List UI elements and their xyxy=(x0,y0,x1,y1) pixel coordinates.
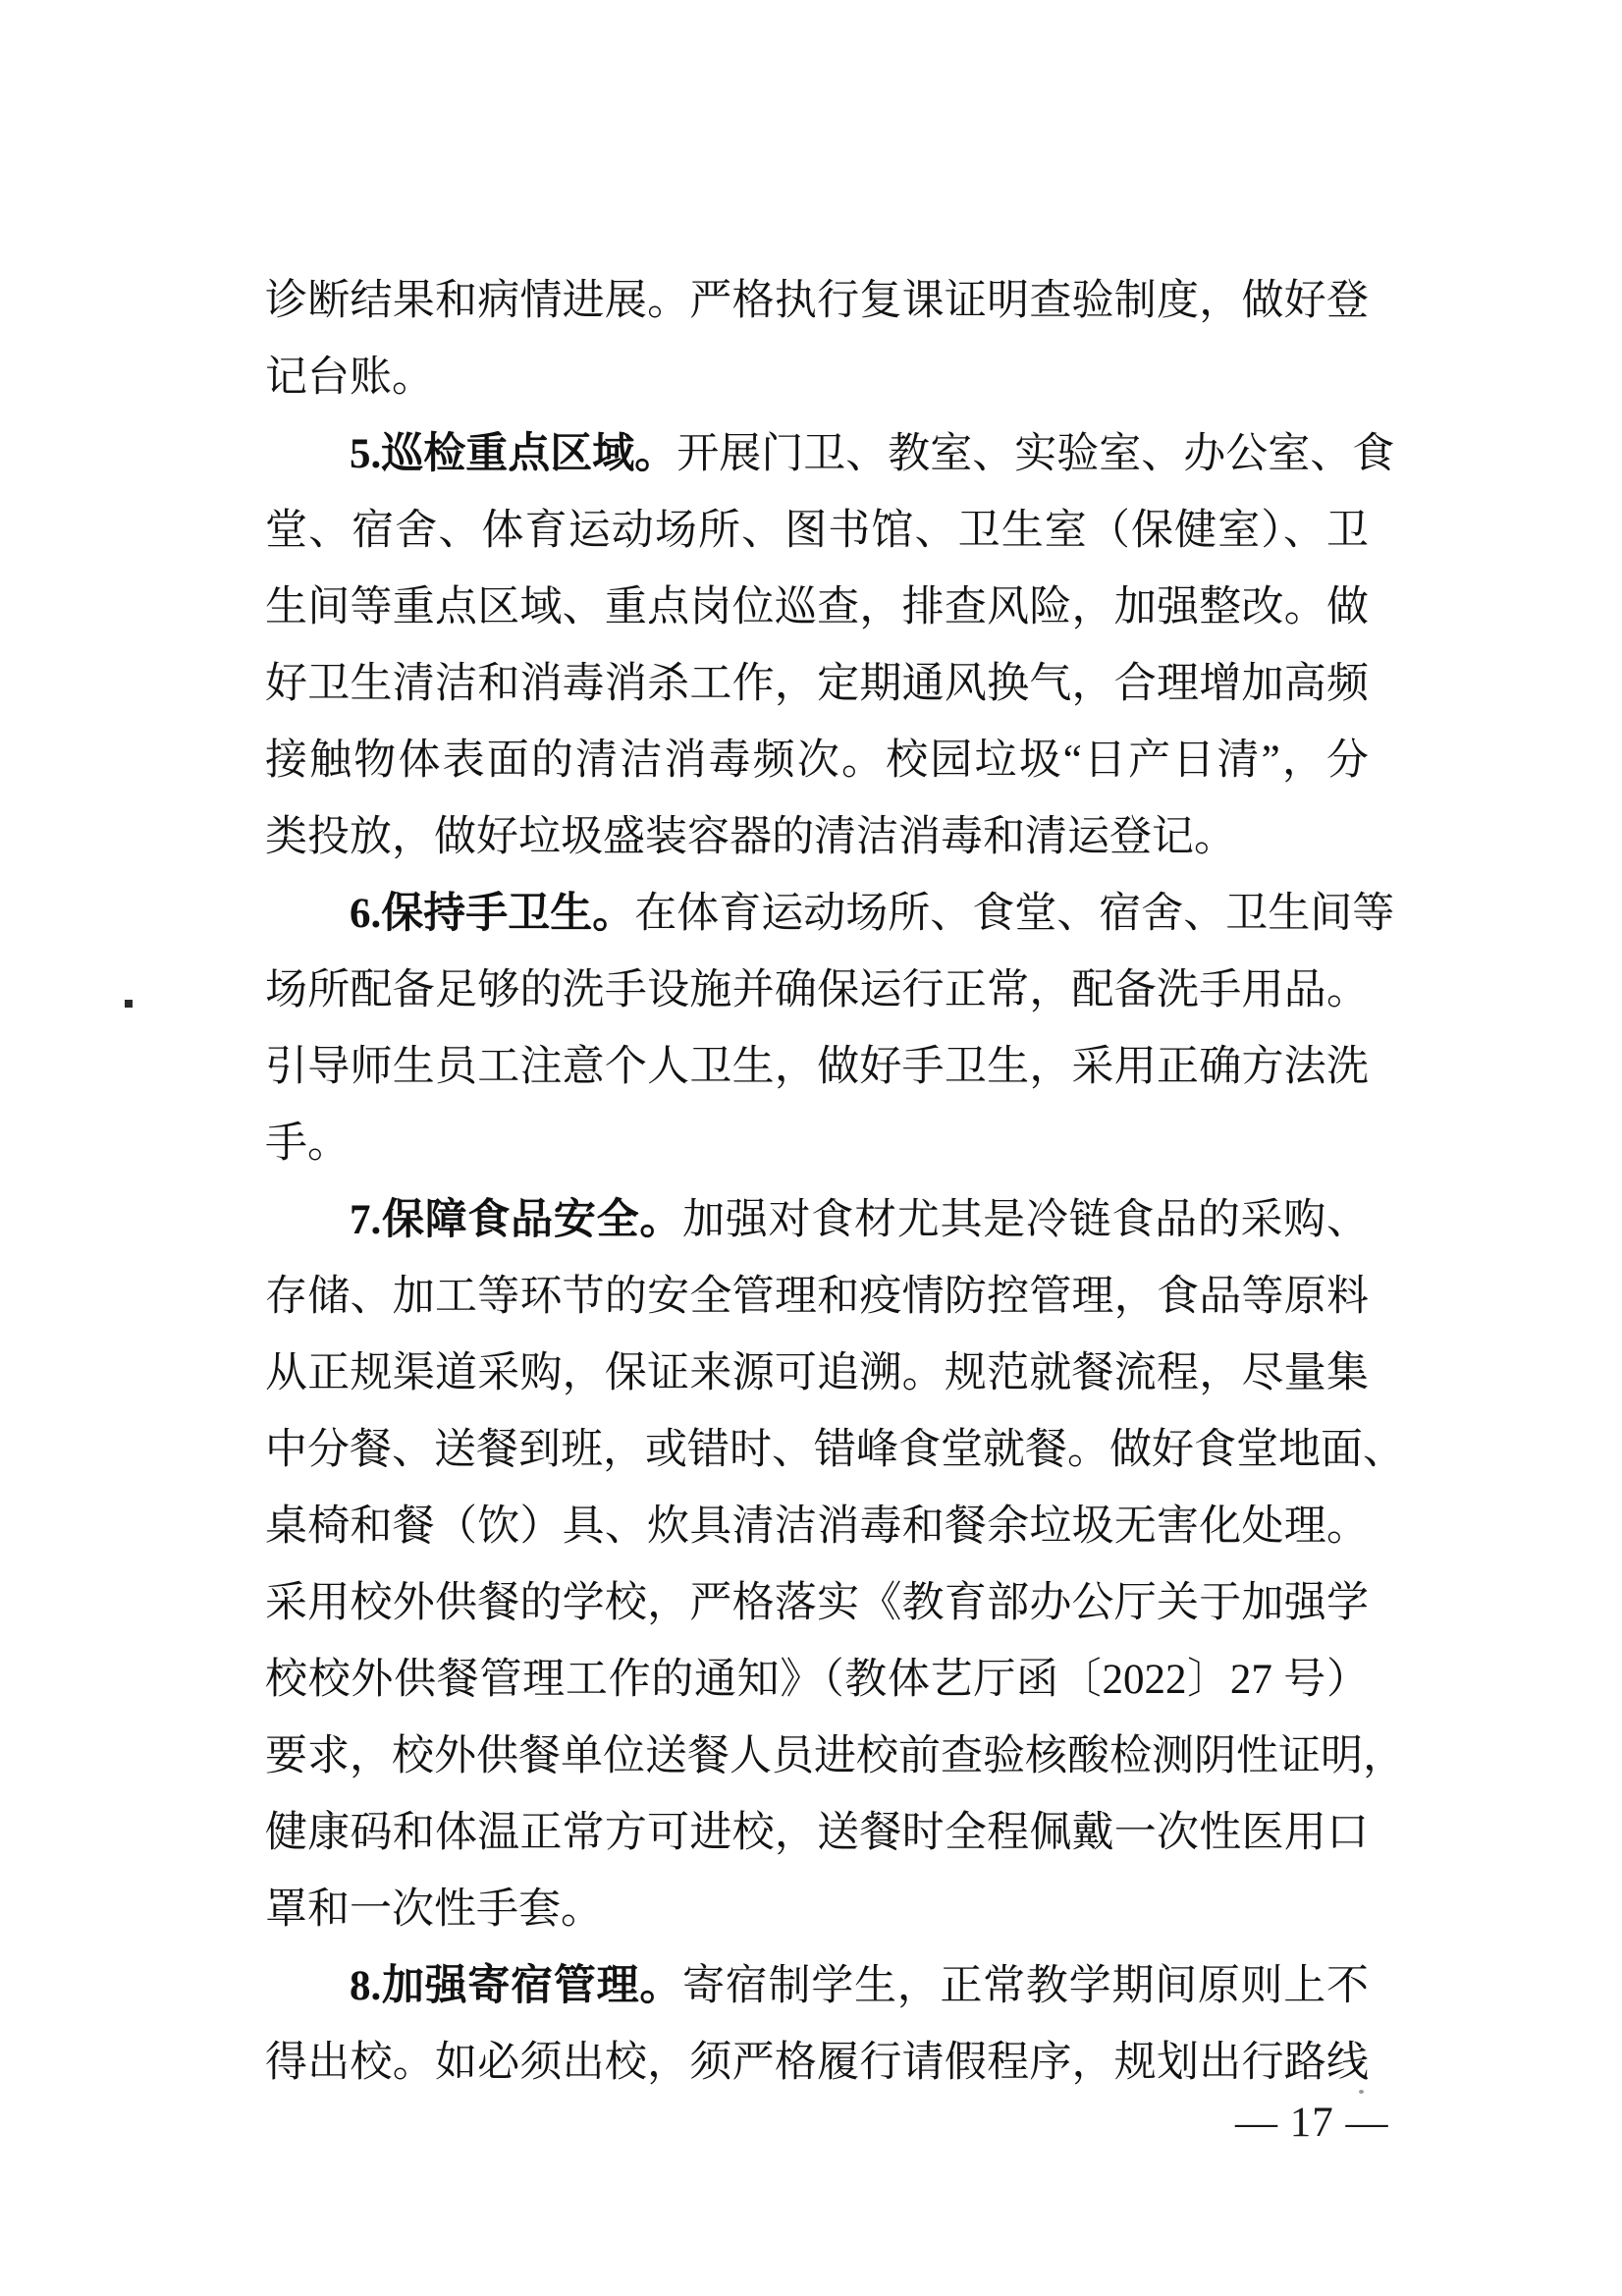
text-line xyxy=(265,340,1369,416)
line-text: 生间等重点区域、重点岗位巡查，排查风险，加强整改。做 xyxy=(265,584,1369,630)
text-line xyxy=(265,1029,1369,1106)
text-line xyxy=(265,799,1369,876)
text-line xyxy=(265,1489,1369,1565)
text-line xyxy=(265,2025,1369,2102)
line-text: 得出校。如必须出校，须严格履行请假程序，规划出行路线 xyxy=(265,2040,1369,2086)
line-text: 引导师生员工注意个人卫生，做好手卫生，采用正确方法洗 xyxy=(265,1044,1369,1090)
text-line xyxy=(265,1182,1369,1259)
line-text: 桌椅和餐（饮）具、炊具清洁消毒和餐余垃圾无害化处理。 xyxy=(265,1503,1369,1550)
line-text: 采用校外供餐的学校，严格落实《教育部办公厅关于加强学 xyxy=(265,1580,1369,1626)
line-text: 加强对食材尤其是冷链食品的采购、 xyxy=(682,1197,1370,1243)
line-text: 从正规渠道采购，保证来源可追溯。规范就餐流程，尽量集 xyxy=(265,1350,1369,1396)
scan-speck xyxy=(1359,2090,1364,2094)
line-text: 寄宿制学生，正常教学期间原则上不 xyxy=(682,1963,1370,2009)
text-line xyxy=(265,1259,1369,1336)
line-text: 罩和一次性手套。 xyxy=(265,1886,603,1933)
text-line xyxy=(265,723,1369,799)
text-line xyxy=(265,1412,1405,1489)
page-number: — 17 — xyxy=(1235,2100,1389,2146)
text-line xyxy=(265,416,1395,493)
line-text: 在体育运动场所、食堂、宿舍、卫生间等 xyxy=(634,891,1395,937)
line-text: 中分餐、送餐到班，或错时、错峰食堂就餐。做好食堂地面、 xyxy=(265,1427,1405,1473)
line-text: 要求，校外供餐单位送餐人员进校前查验核酸检测阴性证明， xyxy=(265,1733,1405,1779)
text-line xyxy=(265,1565,1369,1642)
text-line xyxy=(265,876,1395,953)
text-line xyxy=(265,1719,1405,1795)
text-line xyxy=(265,1336,1369,1412)
line-lead: 6.保持手卫生。 xyxy=(350,891,635,937)
text-line xyxy=(265,646,1369,723)
text-line xyxy=(265,493,1369,570)
scan-speck xyxy=(125,1000,133,1008)
line-lead: 8.加强寄宿管理。 xyxy=(350,1963,683,2009)
line-text: 接触物体表面的清洁消毒频次。校园垃圾“日产日清”，分 xyxy=(265,738,1369,784)
line-text: 手。 xyxy=(265,1121,350,1167)
text-line xyxy=(265,1872,1369,1948)
line-text: 诊断结果和病情进展。严格执行复课证明查验制度，做好登 xyxy=(265,278,1369,324)
line-text: 场所配备足够的洗手设施并确保运行正常，配备洗手用品。 xyxy=(265,967,1369,1013)
line-text: 好卫生清洁和消毒消杀工作，定期通风换气，合理增加高频 xyxy=(265,661,1369,707)
text-line xyxy=(265,1948,1369,2025)
line-lead: 7.保障食品安全。 xyxy=(350,1197,683,1243)
line-text: 校校外供餐管理工作的通知》（教体艺厅函〔2022〕27 号） xyxy=(265,1657,1369,1703)
line-text: 堂、宿舍、体育运动场所、图书馆、卫生室（保健室）、卫 xyxy=(265,508,1369,554)
text-line xyxy=(265,953,1369,1029)
line-lead: 5.巡检重点区域。 xyxy=(350,431,677,477)
text-line xyxy=(265,1642,1369,1719)
text-line xyxy=(265,1106,1369,1182)
text-line xyxy=(265,1795,1369,1872)
text-line xyxy=(265,263,1369,340)
line-text: 健康码和体温正常方可进校，送餐时全程佩戴一次性医用口 xyxy=(265,1810,1369,1856)
line-text: 类投放，做好垃圾盛装容器的清洁消毒和清运登记。 xyxy=(265,814,1236,860)
text-block xyxy=(265,263,1405,2102)
line-text: 开展门卫、教室、实验室、办公室、食 xyxy=(676,431,1395,477)
line-text: 记台账。 xyxy=(265,355,434,401)
line-text: 存储、加工等环节的安全管理和疫情防控管理，食品等原料 xyxy=(265,1274,1369,1320)
text-line xyxy=(265,570,1369,646)
